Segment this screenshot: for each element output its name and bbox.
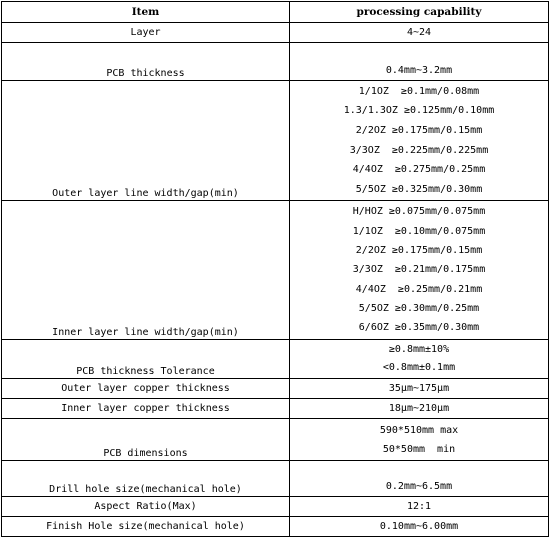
- header-item: Item: [2, 2, 290, 23]
- capability-table: [1, 1, 549, 537]
- value-line: 4/4OZ ≥0.275mm/0.25mm: [352, 164, 486, 176]
- value-line: 2/2OZ ≥0.175mm/0.15mm: [355, 124, 483, 136]
- value-line: 2/2OZ ≥0.175mm/0.15mm: [355, 244, 483, 256]
- value-line: 35μm~175μm: [388, 382, 450, 394]
- table-row: [2, 81, 549, 201]
- row-item: Finish Hole size(mechanical hole): [2, 517, 290, 537]
- value-line: 3/3OZ ≥0.21mm/0.175mm: [352, 264, 486, 276]
- value-line: 1.3/1.3OZ ≥0.125mm/0.10mm: [343, 105, 495, 117]
- value-line: 4~24: [406, 26, 432, 38]
- table-row: [2, 497, 549, 517]
- value-line: 1/1OZ ≥0.1mm/0.08mm: [358, 85, 480, 97]
- table-row: [2, 23, 549, 43]
- row-value: [290, 517, 549, 537]
- value-line: 0.4mm~3.2mm: [385, 65, 453, 76]
- row-value: [290, 399, 549, 419]
- table-row: [2, 201, 549, 340]
- row-item: Inner layer copper thickness: [2, 399, 290, 419]
- row-value: [290, 201, 549, 340]
- value-line: <0.8mm±0.1mm: [382, 362, 456, 373]
- value-line: 4/4OZ ≥0.25mm/0.21mm: [355, 283, 483, 295]
- value-line: 1/1OZ ≥0.10mm/0.075mm: [352, 225, 486, 237]
- value-line: 5/5OZ ≥0.325mm/0.30mm: [355, 183, 483, 195]
- row-value: [290, 81, 549, 201]
- value-line: 18μm~210μm: [388, 402, 450, 414]
- row-item: Inner layer line width/gap(min): [2, 201, 290, 340]
- row-value: [290, 419, 549, 461]
- value-line: 0.10mm~6.00mm: [379, 520, 459, 532]
- row-value: [290, 340, 549, 379]
- header-row: [2, 2, 549, 23]
- table-row: [2, 419, 549, 461]
- value-line: 6/6OZ ≥0.35mm/0.30mm: [358, 322, 480, 334]
- value-line: 590*510mm max: [379, 424, 459, 436]
- row-item: Layer: [2, 23, 290, 43]
- table-row: [2, 517, 549, 537]
- value-line: ≥0.8mm±10%: [388, 344, 450, 355]
- table-row: [2, 379, 549, 399]
- row-value: [290, 379, 549, 399]
- value-line: 12:1: [406, 500, 432, 512]
- table-row: [2, 399, 549, 419]
- row-item: Outer layer line width/gap(min): [2, 81, 290, 201]
- row-value: [290, 461, 549, 497]
- value-line: 3/3OZ ≥0.225mm/0.225mm: [349, 144, 489, 156]
- row-item: Outer layer copper thickness: [2, 379, 290, 399]
- row-item: Aspect Ratio(Max): [2, 497, 290, 517]
- value-line: 50*50mm min: [382, 443, 456, 455]
- row-value: [290, 43, 549, 81]
- table-row: [2, 43, 549, 81]
- table-row: [2, 461, 549, 497]
- row-item: PCB dimensions: [2, 419, 290, 461]
- table-row: [2, 340, 549, 379]
- row-value: [290, 497, 549, 517]
- row-item: PCB thickness Tolerance: [2, 340, 290, 379]
- row-item: Drill hole size(mechanical hole): [2, 461, 290, 497]
- value-line: H/HOZ ≥0.075mm/0.075mm: [352, 206, 486, 218]
- value-line: 5/5OZ ≥0.30mm/0.25mm: [358, 303, 480, 315]
- row-value: [290, 23, 549, 43]
- row-item: PCB thickness: [2, 43, 290, 81]
- value-line: 0.2mm~6.5mm: [385, 481, 453, 492]
- header-capability: processing capability: [290, 2, 549, 23]
